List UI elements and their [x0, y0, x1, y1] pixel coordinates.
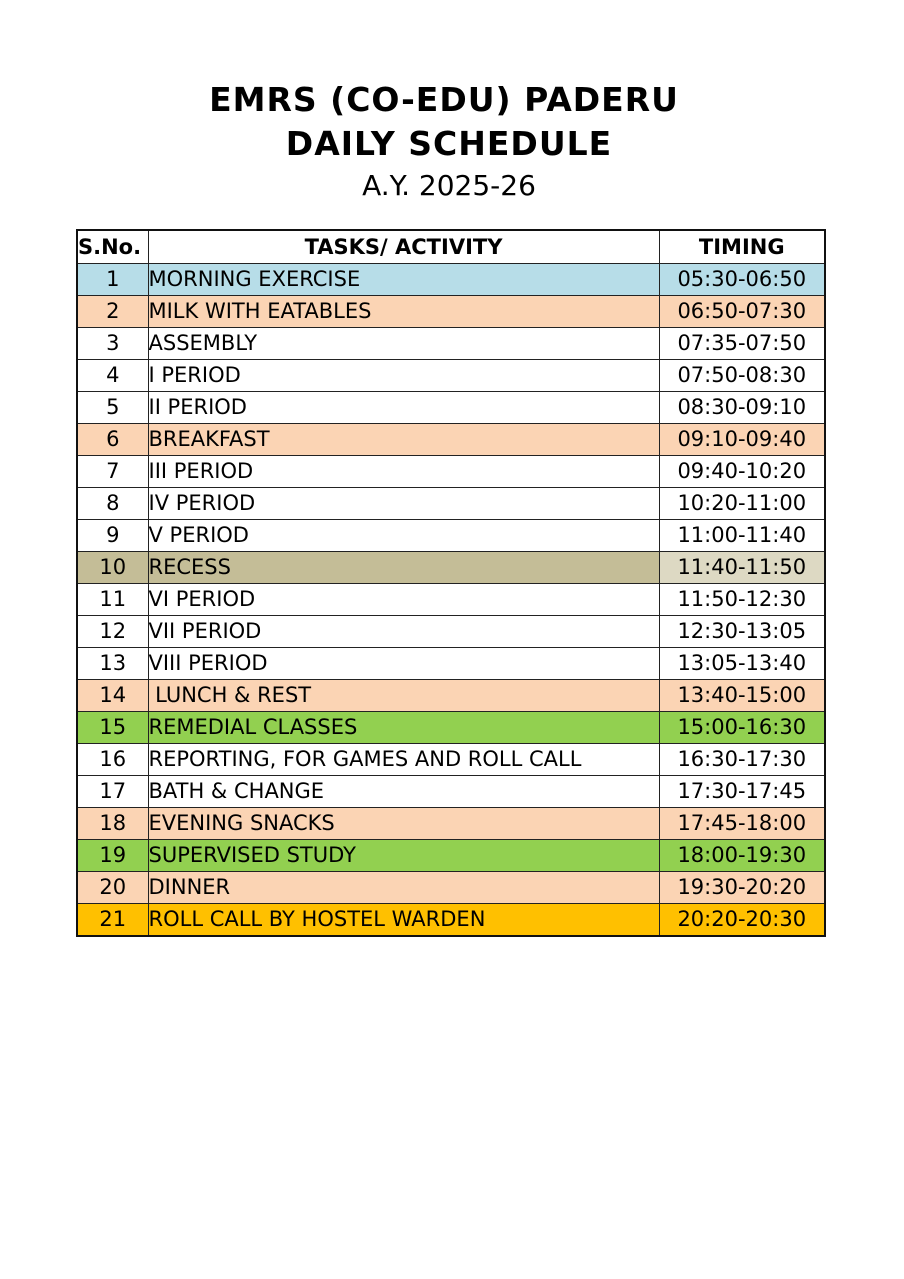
row-sno: 21 — [77, 904, 148, 937]
row-sno: 7 — [77, 456, 148, 488]
row-sno: 8 — [77, 488, 148, 520]
table-row — [77, 424, 825, 456]
table-row — [77, 488, 825, 520]
column-header-timing: TIMING — [659, 230, 825, 264]
schedule-table — [76, 229, 826, 937]
table-row — [77, 456, 825, 488]
row-sno: 10 — [77, 552, 148, 584]
row-timing: 16:30-17:30 — [659, 744, 825, 776]
row-sno: 9 — [77, 520, 148, 552]
row-sno: 11 — [77, 584, 148, 616]
row-sno: 2 — [77, 296, 148, 328]
row-sno: 18 — [77, 808, 148, 840]
row-task: DINNER — [148, 872, 659, 904]
row-sno: 14 — [77, 680, 148, 712]
row-task: II PERIOD — [148, 392, 659, 424]
row-task: MILK WITH EATABLES — [148, 296, 659, 328]
row-timing: 13:40-15:00 — [659, 680, 825, 712]
row-sno: 5 — [77, 392, 148, 424]
row-task: SUPERVISED STUDY — [148, 840, 659, 872]
row-task: III PERIOD — [148, 456, 659, 488]
row-task: MORNING EXERCISE — [148, 264, 659, 296]
row-sno: 6 — [77, 424, 148, 456]
table-header-row — [77, 230, 825, 264]
table-row — [77, 776, 825, 808]
page-subtitle: DAILY SCHEDULE — [285, 124, 613, 163]
row-task: VII PERIOD — [148, 616, 659, 648]
row-timing: 07:35-07:50 — [659, 328, 825, 360]
academic-year: A.Y. 2025-26 — [362, 169, 536, 202]
table-row — [77, 648, 825, 680]
row-sno: 3 — [77, 328, 148, 360]
row-timing: 15:00-16:30 — [659, 712, 825, 744]
row-task: BREAKFAST — [148, 424, 659, 456]
row-timing: 06:50-07:30 — [659, 296, 825, 328]
page-title: EMRS (CO-EDU) PADERU — [209, 80, 679, 119]
table-row — [77, 712, 825, 744]
row-timing: 13:05-13:40 — [659, 648, 825, 680]
table-row — [77, 808, 825, 840]
row-timing: 19:30-20:20 — [659, 872, 825, 904]
row-timing: 10:20-11:00 — [659, 488, 825, 520]
row-timing: 17:30-17:45 — [659, 776, 825, 808]
table-row — [77, 552, 825, 584]
row-task: V PERIOD — [148, 520, 659, 552]
column-header-task: TASKS/ ACTIVITY — [148, 230, 659, 264]
row-timing: 07:50-08:30 — [659, 360, 825, 392]
row-task: RECESS — [148, 552, 659, 584]
table-row — [77, 872, 825, 904]
row-timing: 11:40-11:50 — [659, 552, 825, 584]
table-row — [77, 264, 825, 296]
row-timing: 09:40-10:20 — [659, 456, 825, 488]
row-timing: 20:20-20:30 — [659, 904, 825, 937]
row-task: LUNCH & REST — [148, 680, 659, 712]
table-row — [77, 584, 825, 616]
row-sno: 12 — [77, 616, 148, 648]
row-task: I PERIOD — [148, 360, 659, 392]
row-timing: 09:10-09:40 — [659, 424, 825, 456]
row-sno: 13 — [77, 648, 148, 680]
row-timing: 11:00-11:40 — [659, 520, 825, 552]
row-timing: 17:45-18:00 — [659, 808, 825, 840]
row-sno: 17 — [77, 776, 148, 808]
schedule-body — [77, 264, 825, 937]
row-timing: 18:00-19:30 — [659, 840, 825, 872]
column-header-sno: S.No. — [77, 230, 148, 264]
table-row — [77, 392, 825, 424]
row-timing: 05:30-06:50 — [659, 264, 825, 296]
row-sno: 19 — [77, 840, 148, 872]
table-row — [77, 744, 825, 776]
row-task: ASSEMBLY — [148, 328, 659, 360]
row-timing: 12:30-13:05 — [659, 616, 825, 648]
table-row — [77, 616, 825, 648]
table-row — [77, 680, 825, 712]
row-task: IV PERIOD — [148, 488, 659, 520]
table-row — [77, 520, 825, 552]
table-row — [77, 328, 825, 360]
row-task: ROLL CALL BY HOSTEL WARDEN — [148, 904, 659, 937]
row-timing: 08:30-09:10 — [659, 392, 825, 424]
row-task: BATH & CHANGE — [148, 776, 659, 808]
row-sno: 20 — [77, 872, 148, 904]
table-row — [77, 296, 825, 328]
table-row — [77, 360, 825, 392]
table-row — [77, 904, 825, 937]
row-sno: 4 — [77, 360, 148, 392]
row-task: EVENING SNACKS — [148, 808, 659, 840]
row-task: VI PERIOD — [148, 584, 659, 616]
row-task: REMEDIAL CLASSES — [148, 712, 659, 744]
table-row — [77, 840, 825, 872]
row-task: VIII PERIOD — [148, 648, 659, 680]
row-task: REPORTING, FOR GAMES AND ROLL CALL — [148, 744, 659, 776]
row-sno: 16 — [77, 744, 148, 776]
row-sno: 15 — [77, 712, 148, 744]
row-timing: 11:50-12:30 — [659, 584, 825, 616]
row-sno: 1 — [77, 264, 148, 296]
